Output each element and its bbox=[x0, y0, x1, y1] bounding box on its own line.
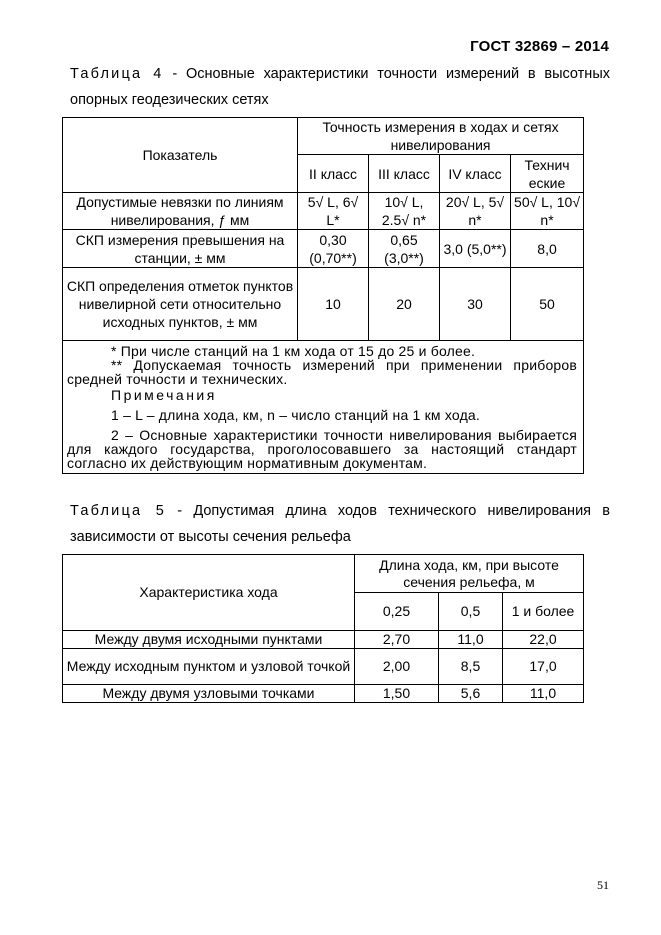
table4 bbox=[62, 117, 584, 474]
table-row bbox=[63, 631, 584, 649]
footnote-star1: * При числе станций на 1 км хода от 15 до 25 и более. bbox=[111, 343, 476, 359]
table4-header-group: Точность измерения в ходах и сетях нивелирования bbox=[298, 118, 584, 155]
table-cell: 50√ L, 10√ n* bbox=[511, 193, 584, 230]
table-cell: 2,00 bbox=[355, 649, 439, 685]
table-cell: 30 bbox=[440, 268, 511, 341]
table-cell: 17,0 bbox=[503, 649, 584, 685]
table-cell: 20√ L, 5√ n* bbox=[440, 193, 511, 230]
note-2: 2 – Основные характеристики точности нивелирования выбирается для каждого государства, проголосовавшего за настоящий стандарт согласно их действующим нормативным документам. bbox=[67, 427, 578, 471]
table-cell: 5,6 bbox=[439, 685, 503, 703]
note-1: 1 – L – длина хода, км, n – число станций на 1 км хода. bbox=[111, 407, 481, 423]
table-row bbox=[63, 230, 584, 268]
table4-caption bbox=[70, 61, 610, 113]
table5 bbox=[62, 554, 584, 703]
table-row bbox=[63, 649, 584, 685]
table-cell: 22,0 bbox=[503, 631, 584, 649]
table-cell: 8,0 bbox=[511, 230, 584, 268]
table4-caption-text: - Основные характеристики точности измерений в высотных опорных геодезических сетях bbox=[70, 66, 610, 108]
table-cell: 11,0 bbox=[503, 685, 584, 703]
table4-notes bbox=[63, 341, 584, 474]
table5-row-label: Между исходным пунктом и узловой точкой bbox=[63, 649, 355, 685]
table5-header-char: Характеристика хода bbox=[63, 555, 355, 631]
table5-caption-label: Таблица 5 bbox=[70, 503, 166, 519]
table5-header-height: 0,25 bbox=[355, 593, 439, 631]
table4-row-label: СКП определения отметок пунктов нивелирной сети относительно исходных пунктов, ± мм bbox=[63, 268, 298, 341]
table5-header-height: 0,5 bbox=[439, 593, 503, 631]
table-row bbox=[63, 193, 584, 230]
table-cell: 5√ L, 6√ L* bbox=[298, 193, 369, 230]
table4-header-class: III класс bbox=[369, 155, 440, 193]
page-number: 51 bbox=[597, 878, 609, 892]
table4-row-label: Допустимые невязки по линиям нивелирования, ƒ мм bbox=[63, 193, 298, 230]
table-cell: 0,65 (3,0**) bbox=[369, 230, 440, 268]
table4-row-label: СКП измерения превышения на станции, ± мм bbox=[63, 230, 298, 268]
footnote-star2: ** Допускаемая точность измерений при применении приборов средней точности и технических. bbox=[67, 357, 578, 387]
table5-header-height: 1 и более bbox=[503, 593, 584, 631]
table-row bbox=[63, 685, 584, 703]
table-cell: 20 bbox=[369, 268, 440, 341]
table-cell: 10 bbox=[298, 268, 369, 341]
table4-notes-row bbox=[63, 341, 584, 474]
table-cell: 10√ L, 2.5√ n* bbox=[369, 193, 440, 230]
table-cell: 8,5 bbox=[439, 649, 503, 685]
table-cell: 2,70 bbox=[355, 631, 439, 649]
table5-header-group: Длина хода, км, при высоте сечения рельефа, м bbox=[355, 555, 584, 593]
table-row bbox=[63, 268, 584, 341]
table5-row-label: Между двумя узловыми точками bbox=[63, 685, 355, 703]
table-cell: 0,30 (0,70**) bbox=[298, 230, 369, 268]
table5-caption-text: - Допустимая длина ходов технического нивелирования в зависимости от высоты сечения рельефа bbox=[70, 503, 610, 545]
document-code: ГОСТ 32869 – 2014 bbox=[470, 38, 609, 55]
notes-heading: Примечания bbox=[111, 387, 217, 403]
table-cell: 11,0 bbox=[439, 631, 503, 649]
table4-caption-label: Таблица 4 bbox=[70, 66, 164, 82]
table4-header-class: Технич еские bbox=[511, 155, 584, 193]
table5-row-label: Между двумя исходными пунктами bbox=[63, 631, 355, 649]
table-cell: 3,0 (5,0**) bbox=[440, 230, 511, 268]
table-cell: 50 bbox=[511, 268, 584, 341]
table5-caption bbox=[70, 498, 610, 550]
table-cell: 1,50 bbox=[355, 685, 439, 703]
table4-header-indicator: Показатель bbox=[63, 118, 298, 193]
table4-header-class: II класс bbox=[298, 155, 369, 193]
table4-header-class: IV класс bbox=[440, 155, 511, 193]
